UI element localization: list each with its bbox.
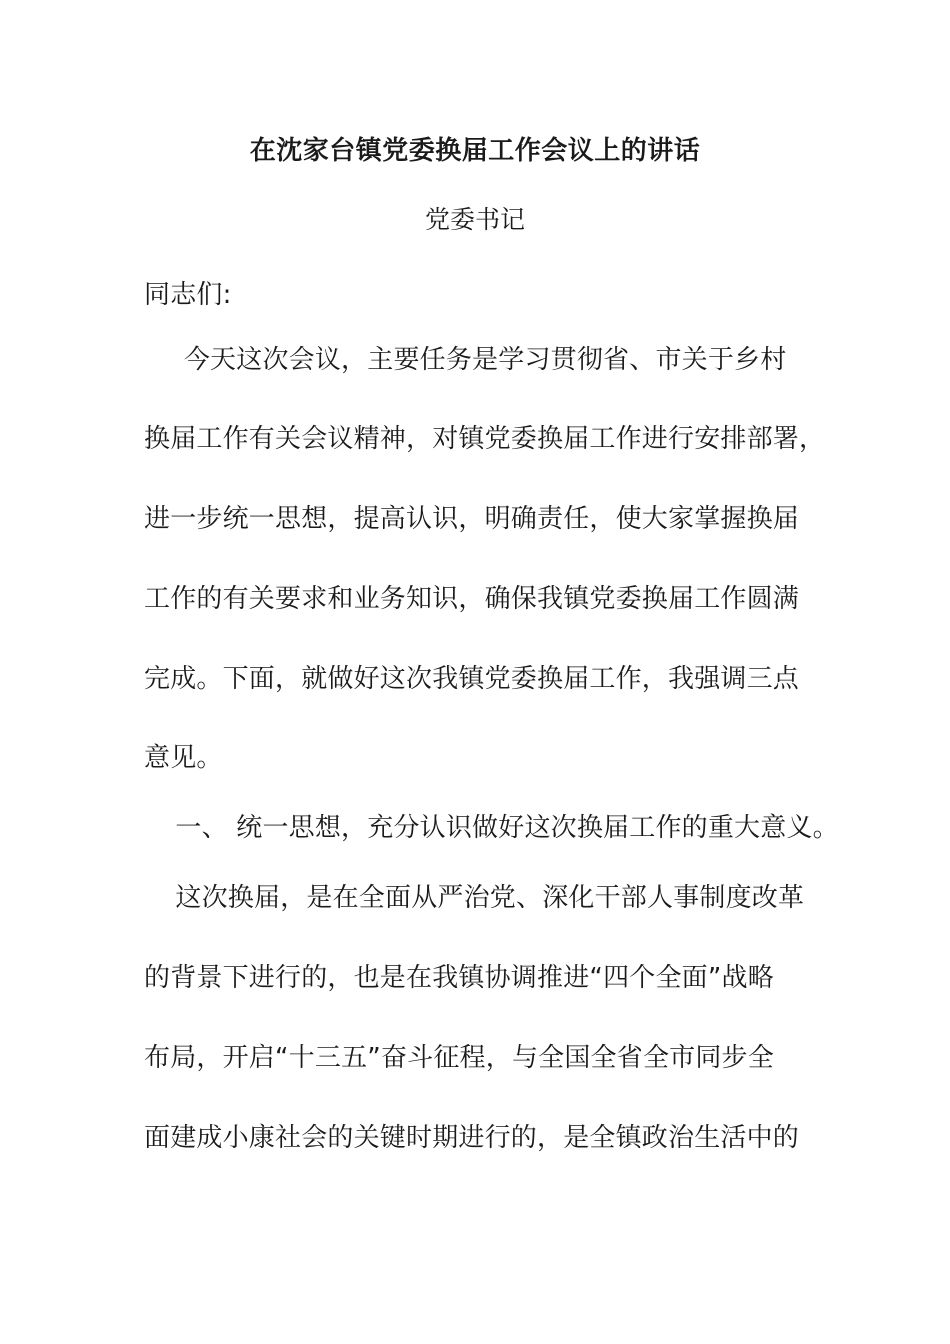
paragraph-line: 工作的有关要求和业务知识，确保我镇党委换届工作圆满 bbox=[144, 584, 800, 614]
section-heading: 一、 统一思想，充分认识做好这次换届工作的重大意义。 bbox=[150, 813, 839, 843]
paragraph-line: 面建成小康社会的关键时期进行的，是全镇政治生活中的 bbox=[144, 1123, 800, 1153]
paragraph-line: 意见。 bbox=[144, 743, 223, 773]
paragraph-line: 进一步统一思想，提高认识，明确责任，使大家掌握换届 bbox=[144, 504, 800, 534]
paragraph-line: 换届工作有关会议精神，对镇党委换届工作进行安排部署， bbox=[144, 424, 826, 454]
document-title: 在沈家台镇党委换届工作会议上的讲话 bbox=[249, 136, 701, 166]
paragraph-line: 布局，开启“十三五”奋斗征程，与全国全省全市同步全 bbox=[144, 1043, 774, 1073]
paragraph-line: 这次换届，是在全面从严治党、深化干部人事制度改革 bbox=[150, 883, 805, 913]
paragraph-line: 完成。下面，就做好这次我镇党委换届工作，我强调三点 bbox=[144, 664, 800, 694]
document-author: 党委书记 bbox=[424, 205, 525, 234]
paragraph-line: 的背景下进行的，也是在我镇协调推进“四个全面”战略 bbox=[144, 963, 774, 993]
greeting-line: 同志们: bbox=[144, 280, 232, 310]
paragraph-line: 今天这次会议，主要任务是学习贯彻省、市关于乡村 bbox=[150, 345, 787, 375]
